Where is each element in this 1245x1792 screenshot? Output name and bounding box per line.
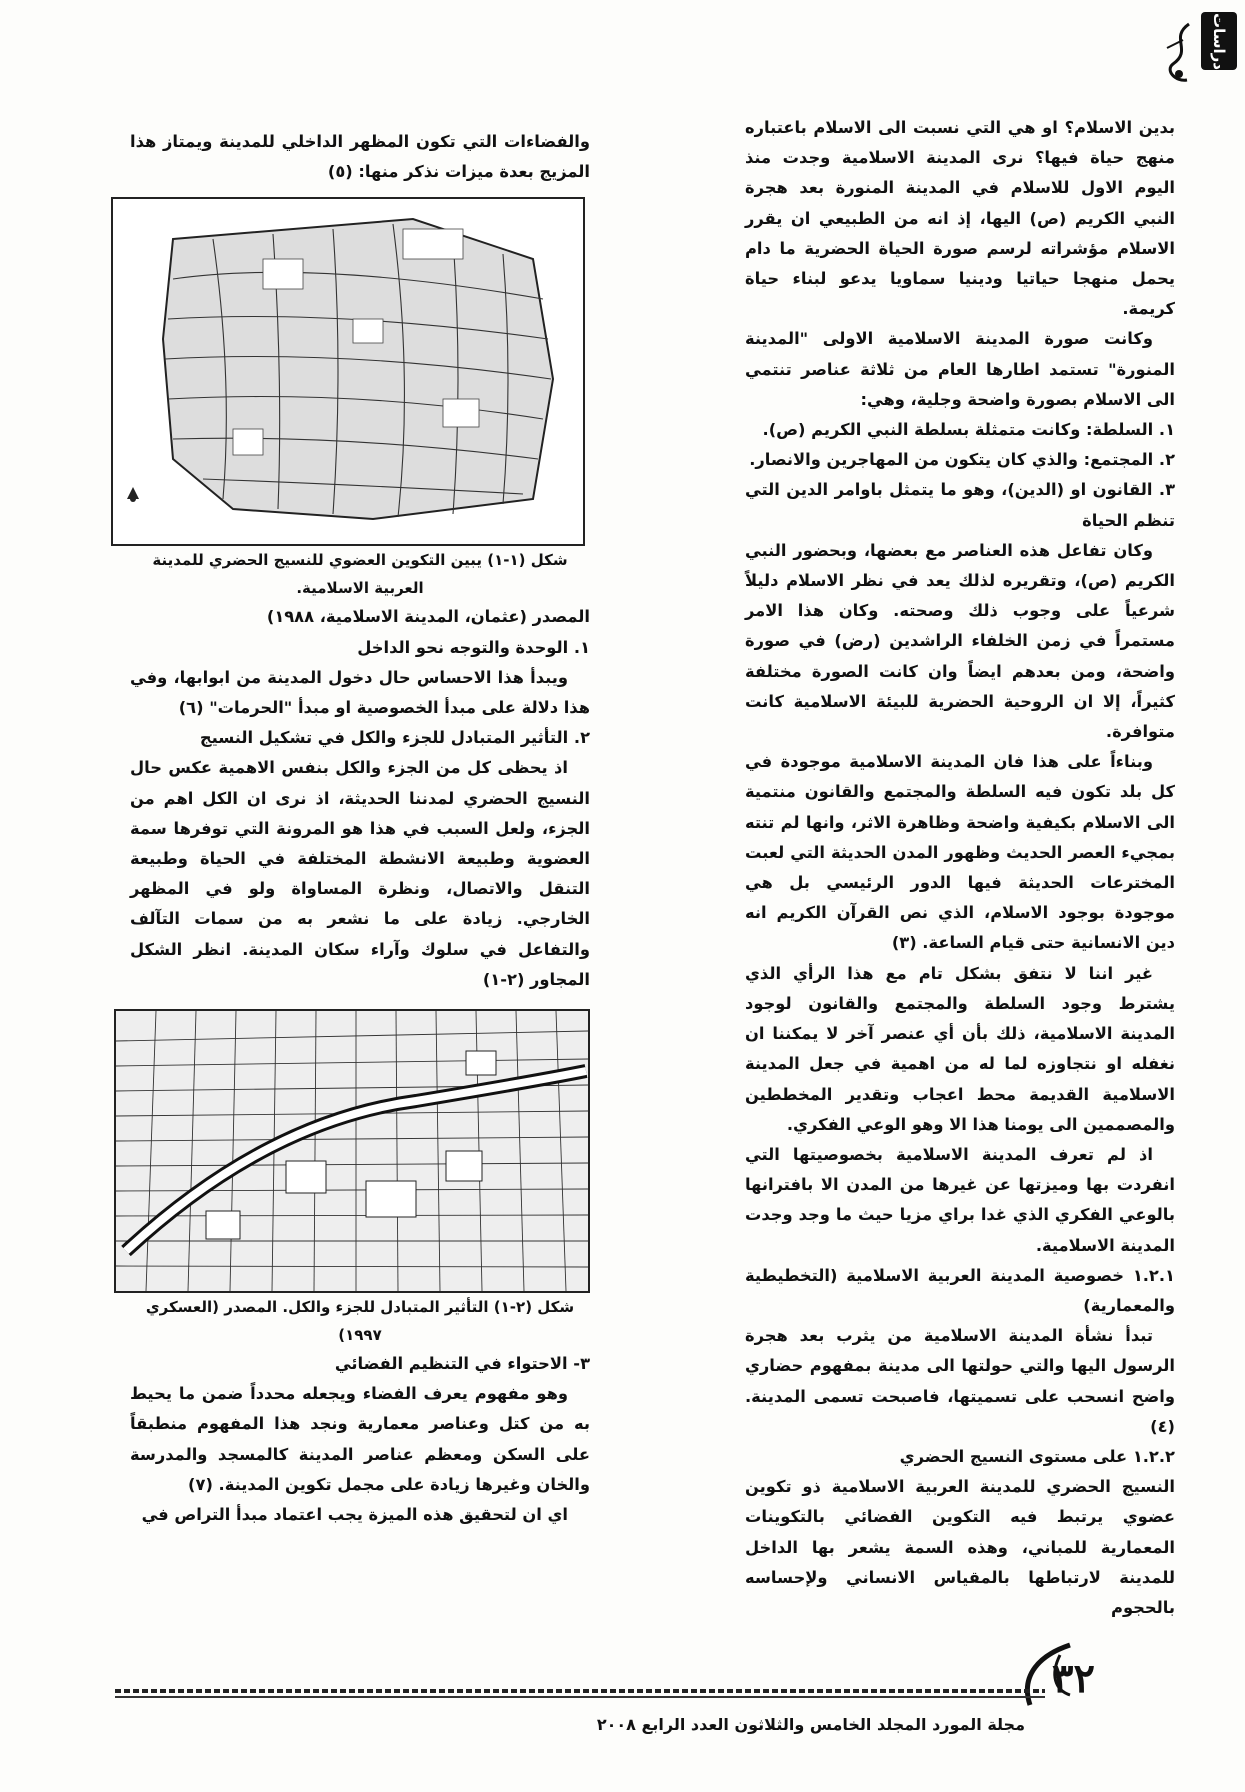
left-column	[130, 127, 590, 1530]
figure-part-whole-map	[114, 1009, 590, 1293]
section-label: دراسات	[1210, 12, 1228, 70]
map-figure-1	[113, 199, 583, 544]
footer-rule	[115, 1696, 1045, 1698]
paragraph: اذ لم تعرف المدينة الاسلامية بخصوصيتها التي انفردت بها وميزتها عن غيرها من المدن الا بافترانها بالوعي الفكري الذي غدا براي مزيا حيث ما وجد وجدت المدينة الاسلامية.	[745, 1144, 1175, 1255]
section-heading: ٢. التأثير المتبادل للجزء والكل في تشكيل النسيج	[199, 728, 590, 748]
paragraph: بدين الاسلام؟ او هي التي نسبت الى الاسلام باعتباره منهج حياة فيها؟ نرى المدينة الاسلامية وجدت منذ اليوم الاول للاسلام في المدينة المنورة بعد هجرة النبي الكريم (ص) اليها، إذ انه من الطبيعي ان يقرر الاسلام مؤشراته لرسم صورة الحياة الحضرية ما دام يحمل منهجا حياتيا ودينيا سماويا يدعو لبناء حياة كريمة.	[745, 118, 1175, 319]
footer-rule	[115, 1689, 1045, 1693]
list-item: ٢. المجتمع: والذي كان يتكون من المهاجرين والانصار.	[749, 450, 1175, 470]
page-number: ٣٢	[1052, 1655, 1095, 1702]
source-citation: المصدر (عثمان، المدينة الاسلامية، ١٩٨٨)	[266, 607, 590, 627]
paragraph: والفضاءات التي تكون المظهر الداخلي للمدينة ويمتاز هذا المزيج بعدة ميزات نذكر منها: (٥)	[130, 132, 590, 182]
figure-urban-fabric-map	[111, 197, 585, 546]
paragraph: غير اننا لا نتفق بشكل تام مع هذا الرأي الذي يشترط وجود السلطة والمجتمع والقانون لوجود المدينة الاسلامية، ذلك بأن أي عنصر آخر لا يمكننا ان نغفله او نتجاوزه لما له من اهمية في جعل المدينة الاسلامية القديمة محط اعجاب وتقدير المخططين والمصممين الى يومنا هذا الا وهو الوعي الفكري.	[745, 963, 1175, 1134]
journal-footer: مجلة المورد المجلد الخامس والثلاثون العدد الرابع ٢٠٠٨	[596, 1715, 1025, 1734]
right-column	[745, 113, 1175, 1623]
section-heading: ١.٢.٢ على مستوى النسيج الحضري	[899, 1446, 1175, 1466]
paragraph: وبناءاً على هذا فان المدينة الاسلامية موجودة في كل بلد تكون فيه السلطة والمجتمع والقانون منتمية الى الاسلام بكيفية واضحة وظاهرة الاثر، وانها لم تنته بمجيء العصر الحديث وظهور المدن الحديثة التي لعبت المخترعات الحديثة فيها الدور الرئيسي بل هي موجودة بوجود الاسلام، الذي نص القرآن الكريم انه دين الانسانية حتى قيام الساعة. (٣)	[745, 752, 1175, 953]
list-item: ١. السلطة: وكانت متمثلة بسلطة النبي الكريم (ص).	[762, 420, 1175, 440]
paragraph: النسيج الحضري للمدينة العربية الاسلامية ذو تكوين عضوي يرتبط فيه التكوين الفضائي بالتكوينات المعمارية للمباني، وهذه السمة يشعر بها الداخل للمدينة لارتباطها بالمقياس الانساني ولإحساسه بالحجوم	[745, 1477, 1175, 1617]
paragraph: وكان تفاعل هذه العناصر مع بعضها، وبحضور النبي الكريم (ص)، وتقريره لذلك يعد في نظر الاسلام دليلاً شرعياً على وجوب ذلك وصحته. وكان هذا الامر مستمراً في زمن الخلفاء الراشدين (رض) في صورة واضحة، ومن بعدهم ايضاً وان كانت الصورة مختلفة كثيراً، إلا ان الروحية الحضرية للبيئة الاسلامية كانت متوافرة.	[745, 540, 1175, 742]
figure-caption: شكل (١-١) يبين التكوين العضوي للنسيج الحضري للمدينة العربية الاسلامية.	[152, 551, 568, 598]
section-tab	[1201, 12, 1237, 70]
paragraph: وهو مفهوم يعرف الفضاء ويجعله محدداً ضمن ما يحيط به من كتل وعناصر معمارية ونجد هذا المفهوم منطبقاً على السكن ومعظم عناصر المدينة كالمسجد والمدرسة والخان وغيرها زيادة على مجمل تكوين المدينة. (٧)	[130, 1384, 590, 1494]
map-figure-2	[116, 1011, 588, 1291]
paragraph: تبدأ نشأة المدينة الاسلامية من يثرب بعد هجرة الرسول اليها والتي حولتها الى مدينة بمفهوم حضاري واضح انسحب على تسميتها، فاصبحت تسمى المدينة. (٤)	[745, 1326, 1175, 1436]
paragraph: وكانت صورة المدينة الاسلامية الاولى "المدينة المنورة" تستمد اطارها العام من ثلاثة عناصر تنتمي الى الاسلام بصورة واضحة وجلية، وهي:	[745, 329, 1175, 409]
paragraph: ويبدأ هذا الاحساس حال دخول المدينة من ابوابها، وفي هذا دلالة على مبدأ الخصوصية او مبدأ "الحرمات" (٦)	[130, 667, 590, 718]
section-heading: ١. الوحدة والتوجه نحو الداخل	[357, 637, 590, 657]
section-heading: ٣- الاحتواء في التنظيم الفضائي	[334, 1354, 590, 1374]
paragraph: اي ان لتحقيق هذه الميزة يجب اعتماد مبدأ التراص في	[141, 1505, 568, 1525]
figure-caption: شكل (٢-١) التأثير المتبادل للجزء والكل. المصدر (العسكري ١٩٩٧)	[145, 1298, 575, 1345]
list-item: ٣. القانون او (الدين)، وهو ما يتمثل باوامر الدين التي تنظم الحياة	[745, 480, 1175, 530]
paragraph: اذ يحظى كل من الجزء والكل بنفس الاهمية عكس حال النسيج الحضري لمدننا الحديثة، اذ نرى ان الكل اهم من الجزء، ولعل السبب في هذا هو المرونة التي توفرها سمة العضوية وطبيعة الانشطة المختلفة في الحياة وطبيعة التنقل والاتصال، ونظرة المساواة ولو في المظهر الخارجي. زيادة على ما نشعر به من سمات التآلف والتفاعل في سلوك وآراء سكان المدينة. انظر الشكل المجاور (٢-١)	[130, 758, 590, 989]
section-heading: ١.٢.١ خصوصية المدينة العربية الاسلامية (التخطيطية والمعمارية)	[745, 1265, 1175, 1315]
calligraphy-ornament-icon	[1159, 20, 1199, 90]
